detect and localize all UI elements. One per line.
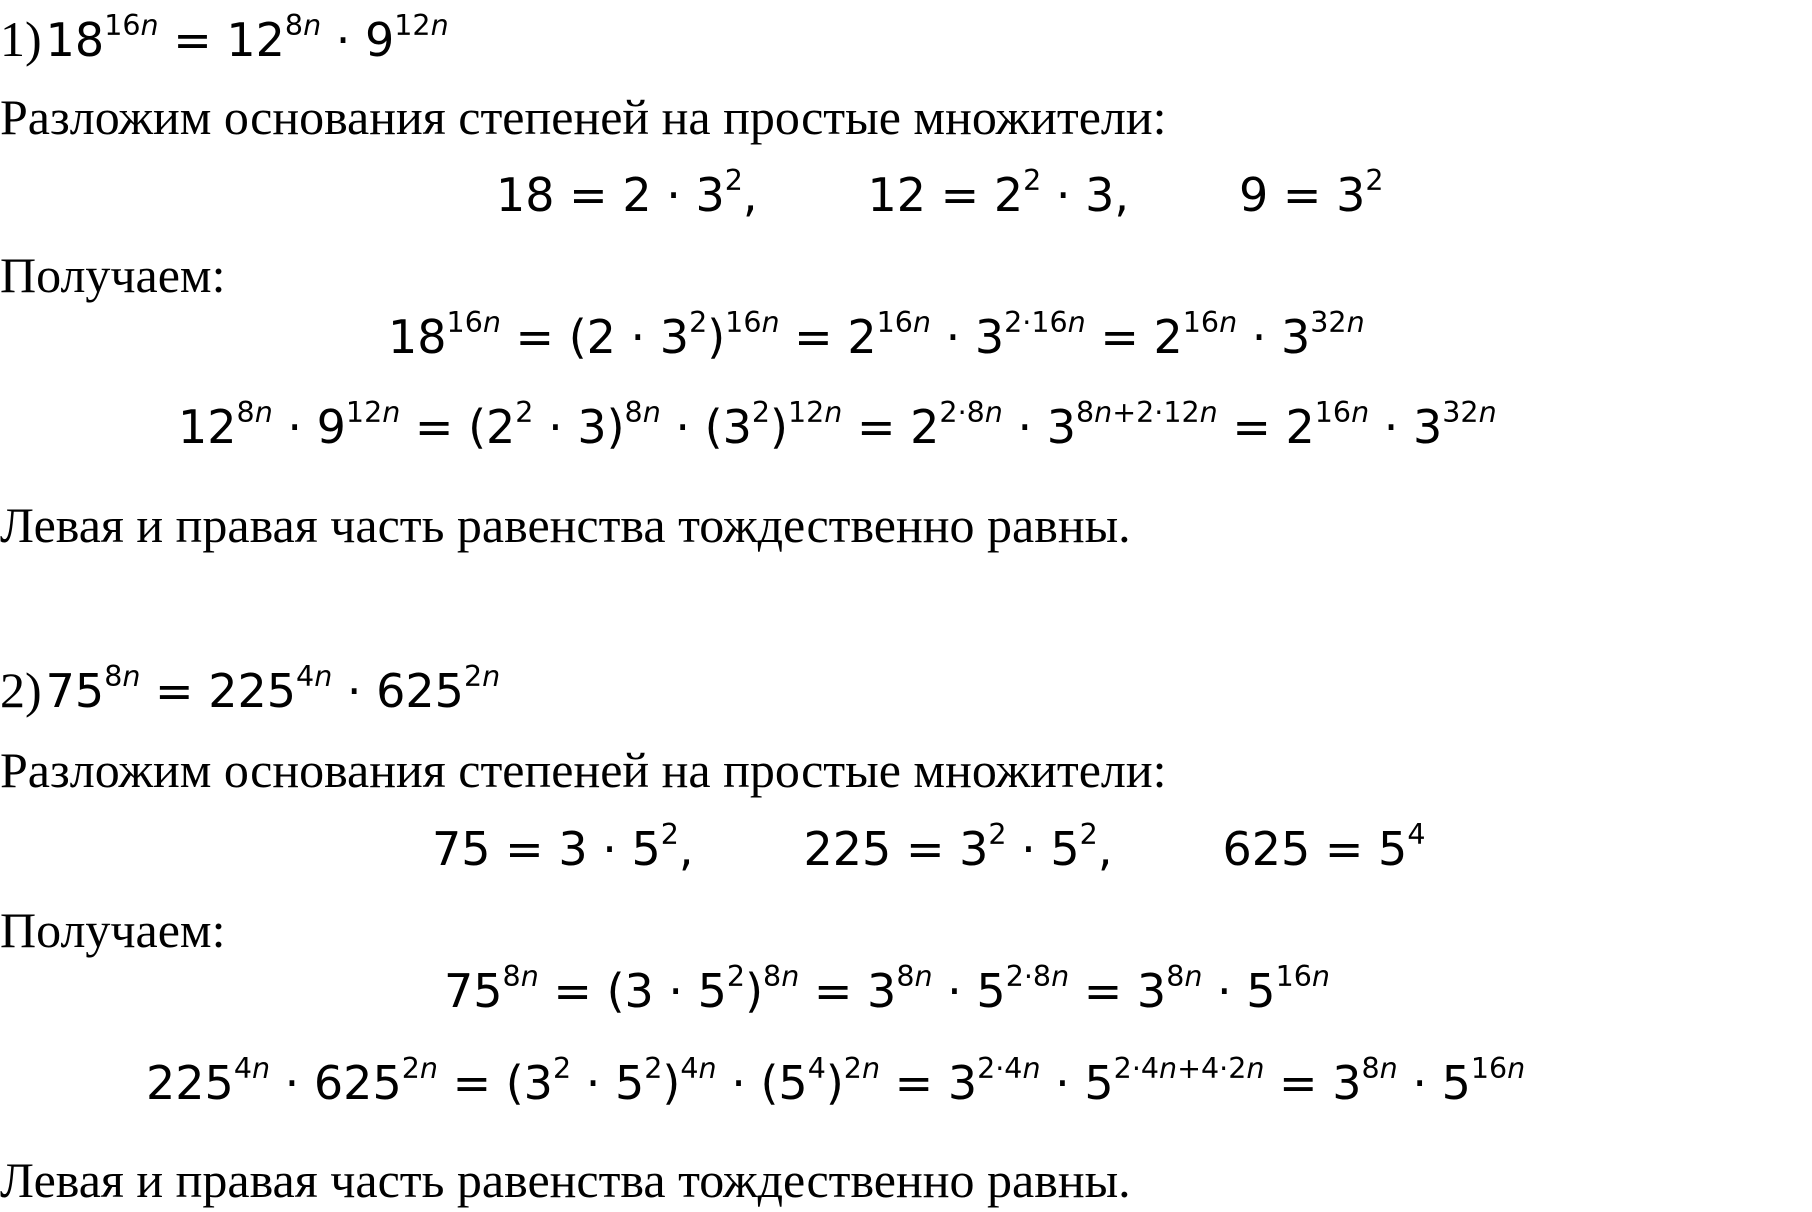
problem-2-equation-right: $225^{4n} \cdot 625^{2n} = (3^2 \cdot 5^2)^{4n} \cdot (5^4)^{2n} = 3^{2\cdot 4n} \cdot 5^{2\cdot 4n+4\cdot 2n} = 3^{8n} \cdot 5^{16n}$ bbox=[146, 1051, 1526, 1110]
problem-2-label: 2) bbox=[0, 662, 42, 718]
problem-1-get-label: Получаем: bbox=[0, 247, 226, 303]
problem-1-conclusion: Левая и правая часть равенства тождественно равны. bbox=[0, 497, 1131, 553]
problem-1-factorizations bbox=[496, 163, 1384, 222]
factorization-12: $12 = 2^2 \cdot 3$, bbox=[867, 163, 1130, 222]
factorization-75: $75 = 3 \cdot 5^2$, bbox=[432, 817, 694, 876]
problem-1-statement: $18^{16n} = 12^{8n} \cdot 9^{12n}$ bbox=[45, 8, 449, 67]
problem-2-equation-left: $75^{8n} = (3 \cdot 5^2)^{8n} = 3^{8n} \cdot 5^{2\cdot 8n} = 3^{8n} \cdot 5^{16n}$ bbox=[444, 959, 1330, 1018]
problem-1-heading bbox=[0, 8, 449, 67]
problem-1-intro: Разложим основания степеней на простые множители: bbox=[0, 89, 1167, 145]
factorization-225: $225 = 3^2 \cdot 5^2$, bbox=[803, 817, 1113, 876]
problem-2-get-label: Получаем: bbox=[0, 902, 226, 958]
problem-1-equation-right: $12^{8n} \cdot 9^{12n} = (2^2 \cdot 3)^{8n} \cdot (3^2)^{12n} = 2^{2\cdot 8n} \cdot 3^{8n+2\cdot 12n} = 2^{16n} \cdot 3^{32n}$ bbox=[178, 395, 1497, 454]
problem-2-heading bbox=[0, 659, 501, 718]
problem-2-conclusion: Левая и правая часть равенства тождественно равны. bbox=[0, 1152, 1131, 1208]
problem-2-factorizations bbox=[432, 817, 1426, 876]
factorization-625: $625 = 5^4$ bbox=[1222, 817, 1426, 876]
factorization-18: $18 = 2 \cdot 3^2$, bbox=[496, 163, 758, 222]
problem-2-statement: $75^{8n} = 225^{4n} \cdot 625^{2n}$ bbox=[45, 659, 501, 718]
problem-1-equation-left: $18^{16n} = (2 \cdot 3^2)^{16n} = 2^{16n} \cdot 3^{2\cdot 16n} = 2^{16n} \cdot 3^{32n}$ bbox=[388, 305, 1365, 364]
factorization-9: $9 = 3^2$ bbox=[1239, 163, 1384, 222]
problem-1-label: 1) bbox=[0, 11, 42, 67]
problem-2-intro: Разложим основания степеней на простые множители: bbox=[0, 742, 1167, 798]
